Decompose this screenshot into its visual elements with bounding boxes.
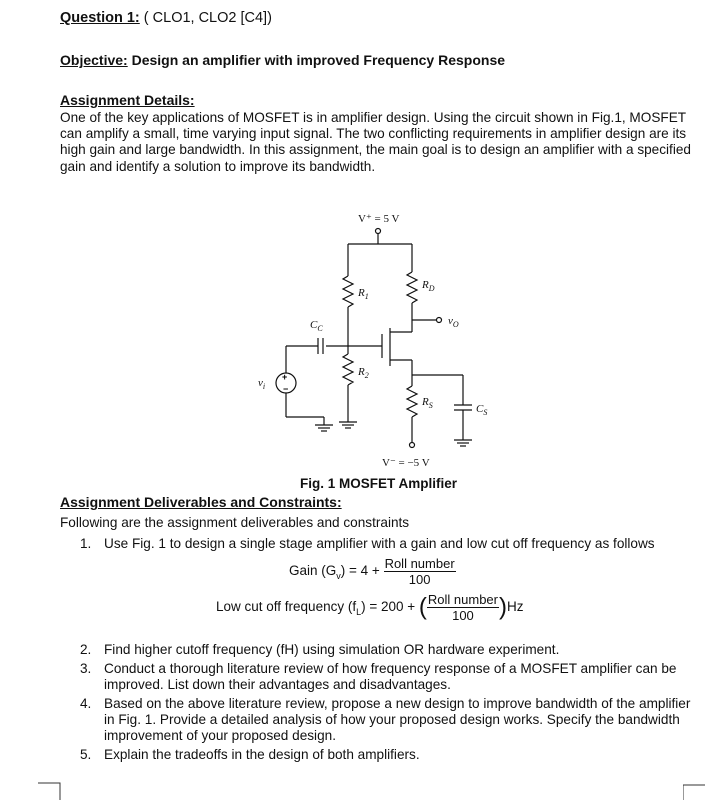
r2-label: $R_2$ <box>358 366 369 380</box>
corner-mark-left <box>38 782 62 800</box>
vo-label: $v_O$ <box>448 315 459 329</box>
open-paren: ( <box>418 593 427 621</box>
rs-label: $R_S$ <box>422 396 433 410</box>
list-item: 4. Based on the above literature review, propose a new design to improve bandwidth of the amplifier in Fig. 1. Provide a detailed analysis of how your proposed design works. Specify the bandwidth improvement of your proposed design. <box>80 696 691 743</box>
gain-formula: Gain $(G_v) = 4$ + $\frac{\text{Roll number}}{100}$ <box>289 556 455 587</box>
rd-label: $R_D$ <box>422 279 435 293</box>
figure-caption: Fig. 1 MOSFET Amplifier <box>300 476 458 491</box>
deliverables-intro: Following are the assignment deliverables and constraints <box>60 515 410 530</box>
low-cutoff-formula: Low cut off frequency $(f_L) = 200$ + ( $\frac{\text{Roll number}}{100}$ )Hz <box>216 592 524 623</box>
list-item: 5. Explain the tradeoffs in the design of both amplifiers. <box>80 747 420 762</box>
vplus-terminal <box>376 229 381 234</box>
question-label: Question 1: <box>60 10 140 26</box>
deliverables-list <box>80 536 692 763</box>
rs-resistor <box>407 386 417 417</box>
objective-label: Objective: <box>60 52 128 68</box>
deliverables-heading: Assignment Deliverables and Constraints: <box>60 494 342 510</box>
objective-text: Design an amplifier with improved Frequency Response <box>131 52 506 68</box>
gain-fraction: $\frac{\text{Roll number}}{100}$ <box>384 556 455 587</box>
assignment-details-heading: Assignment Details: <box>60 92 195 108</box>
vplus-label: V⁺ = 5 V <box>358 213 400 225</box>
objective <box>60 52 505 68</box>
list-item: 1. Use Fig. 1 to design a single stage amplifier with a gain and low cut off frequency as follows <box>80 536 655 551</box>
cc-label: $C_C$ <box>310 319 323 333</box>
vo-terminal <box>437 318 442 323</box>
formula-spacer <box>80 556 692 642</box>
list-item: 3. Conduct a thorough literature review of how frequency response of a MOSFET amplifier can be improved. List down their advantages and disadvantages. <box>80 661 677 692</box>
question-title <box>60 10 272 26</box>
r1-resistor <box>343 276 353 307</box>
freq-fraction: $\frac{\text{Roll number}}{100}$ <box>427 592 498 623</box>
vi-label: $v_i$ <box>258 377 266 391</box>
vi-plus-sign: + <box>282 372 288 382</box>
vi-minus-sign: − <box>283 384 289 394</box>
close-paren: ) <box>499 593 507 621</box>
vminus-terminal <box>410 443 415 448</box>
question-codes: ( CLO1, CLO2 [C4]) <box>143 10 272 26</box>
mosfet-amplifier-diagram <box>230 200 510 490</box>
list-item: 2. Find higher cutoff frequency (fH) using simulation OR hardware experiment. <box>80 642 560 657</box>
r2-resistor <box>343 354 353 385</box>
vminus-label: V⁻ = −5 V <box>382 457 430 469</box>
corner-mark-right <box>683 784 705 800</box>
assignment-details-paragraph: One of the key applications of MOSFET is in amplifier design. Using the circuit shown in Fig.1, MOSFET can amplify a small, time varying input signal. The two conflicting requirements in amplifier design are its high gain and large bandwidth. In this assignment, the main goal is to design an amplifier with a specified gain and identify a solution to improve its bandwidth. <box>60 110 691 174</box>
r1-label: $R_1$ <box>358 287 369 301</box>
rd-resistor <box>407 272 417 303</box>
cs-label: $C_S$ <box>476 403 488 417</box>
